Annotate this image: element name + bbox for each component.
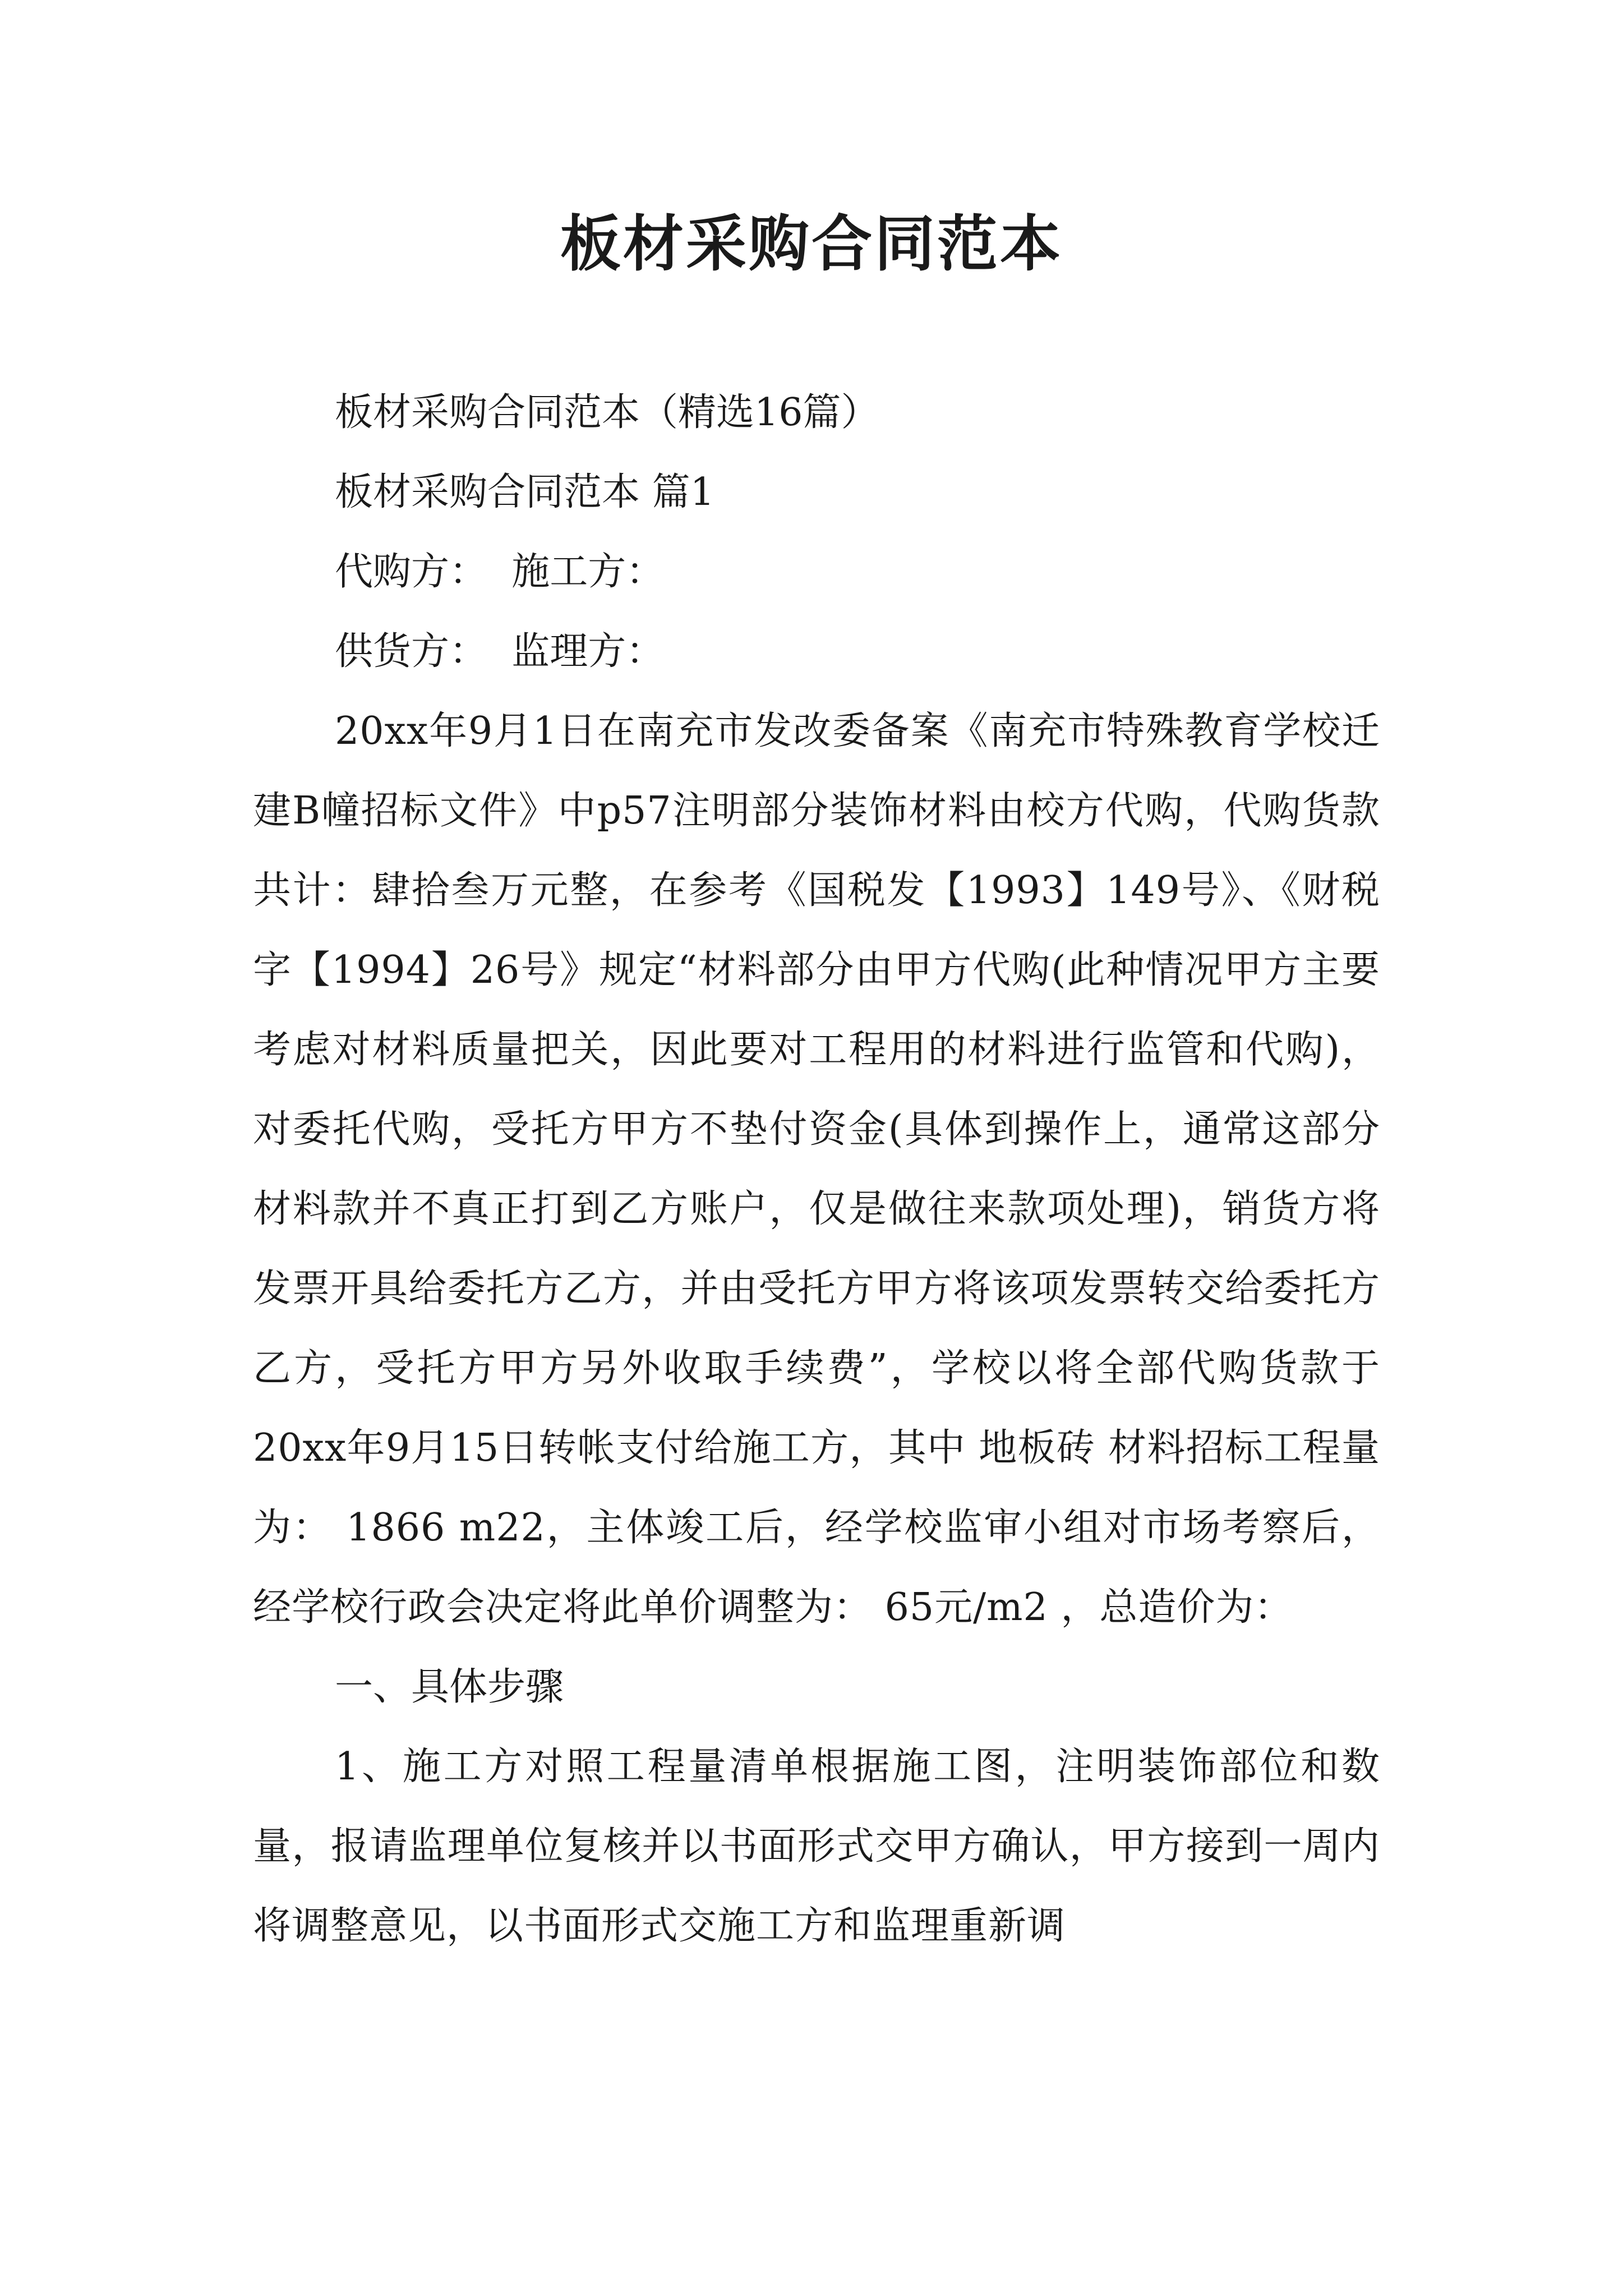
steps-heading: 一、具体步骤 — [335, 1665, 564, 1709]
party-line-buyer-contractor: 代购方： 施工方： — [335, 550, 665, 594]
body-paragraph-2: 1、施工方对照工程量清单根据施工图，注明装饰部位和数量，报请监理单位复核并以书面形式交甲方确认，甲方接到一周内将调整意见，以书面形式交施工方和监理重新调 — [253, 1745, 1380, 1948]
document-title: 板材采购合同范本 — [560, 209, 1063, 279]
party-line-supplier-supervisor: 供货方： 监理方： — [335, 629, 665, 674]
document-subtitle: 板材采购合同范本（精选16篇） — [335, 390, 879, 435]
document-body — [253, 373, 1380, 1966]
section-heading: 板材采购合同范本 篇1 — [335, 470, 714, 514]
body-paragraph-1: 20xx年9月1日在南充市发改委备案《南充市特殊教育学校迁建B幢招标文件》中p57注明部分装饰材料由校方代购，代购货款共计：肆拾叁万元整，在参考《国税发【1993】149号》、《财税字【1994】26号》规定“材料部分由甲方代购(此种情况甲方主要考虑对材料质量把关，因此要对工程用的材料进行监管和代购)，对委托代购，受托方甲方不垫付资金(具体到操作上，通常这部分材料款并不真正打到乙方账户，仅是做往来款项处理)，销货方将发票开具给委托方乙方，并由受托方甲方将该项发票转交给委托方乙方，受托方甲方另外收取手续费”，学校以将全部代购货款于20xx年9月15日转帐支付给施工方，其中 地板砖 材料招标工程量为： 1866 m22，主体竣工后，经学校监审小组对市场考察后，经学校行政会决定将此单价调整为： 65元/m2 ，总造价为： — [253, 709, 1381, 1630]
